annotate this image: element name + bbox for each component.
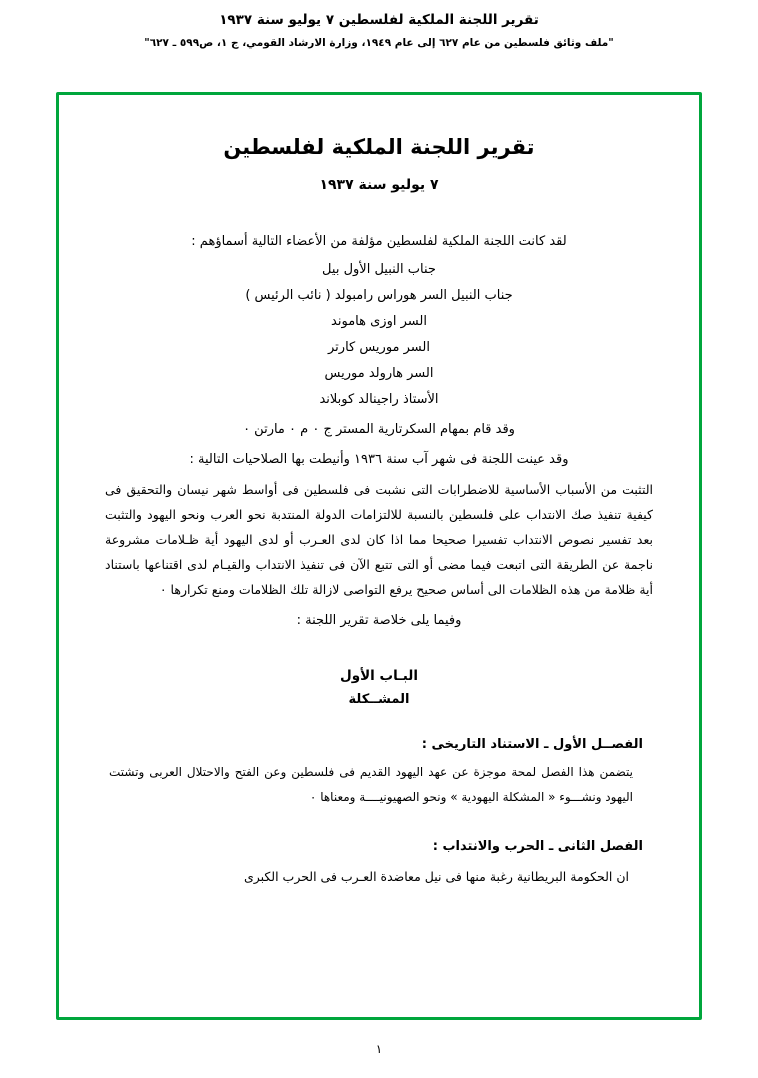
content-frame xyxy=(56,92,702,1020)
header-title: تقرير اللجنة الملكية لفلسطين ٧ يوليو سنة ١٩٣٧ xyxy=(219,12,539,28)
mandate-paragraph: التثبت من الأسباب الأساسية للاضطرابات التى نشبت فى فلسطين فى أواسط شهر نيسان والتحقيق فى كيفية تنفيذ صك الانتداب على فلسطين بالنسبة للالتزامات الدولة المنتدبة نحو العرب ونحو اليهود والتثبت بعد تفسير نصوص الانتداب تفسيرا صحيحا مما اذا كان لدى العـرب أو لدى اليهود أية ظـلامات مشروعة ناجمة عن الطريقة التى اتبعت فيما مضى أو التى تتبع الآن فى تنفيذ الانتداب والقيـام لدى اقتناعها باستناد أية ظلامة من هذه الظلامات الى أساس صحيح يرفع التواصى لازالة تلك الظلامات ومنع تكرارها ٠ xyxy=(105,482,653,597)
list-item: جناب النبيل السر هوراس رامبولد ( نائب الرئيس ) xyxy=(245,288,513,303)
list-item: جناب النبيل الأول بيل xyxy=(322,262,436,277)
appointment-note: وقد عينت اللجنة فى شهر آب سنة ١٩٣٦ وأنيطت بها الصلاحيات التالية : xyxy=(189,452,569,467)
list-item: السر اوزى هاموند xyxy=(331,314,427,329)
secretary-note: وقد قام بمهام السكرتارية المستر ج ٠ م ٠ مارتن ٠ xyxy=(243,422,515,437)
list-item: الأستاذ راجينالد كوبلاند xyxy=(319,392,439,407)
list-item: السر موريس كارتر xyxy=(328,340,430,355)
intro-paragraph: لقد كانت اللجنة الملكية لفلسطين مؤلفة من الأعضاء التالية أسماؤهم : xyxy=(191,234,567,249)
chapter-one-heading: الفصــل الأول ـ الاستناد التاريخى : xyxy=(421,737,643,752)
chapter-one-body: يتضمن هذا الفصل لمحة موجزة عن عهد اليهود القديم فى فلسطين وعن الفتح والاحتلال العربى وتشتت اليهود ونشـــوء « المشكلة اليهودية » ونحو الصهيونيــــة ومعناها ٠ xyxy=(109,765,633,804)
committee-member-list xyxy=(105,257,653,413)
header-source-citation: "ملف وثائق فلسطين من عام ٦٢٧ إلى عام ١٩٤٩، وزارة الارشاد القومي، ج ١، ص٥٩٩ ـ ٦٢٧" xyxy=(144,37,614,49)
page-header xyxy=(0,0,758,49)
part-subheading: المشــكلة xyxy=(348,692,410,707)
part-heading: البـاب الأول xyxy=(340,668,418,684)
summary-line: وفيما يلى خلاصة تقرير اللجنة : xyxy=(296,613,462,628)
content-frame-inner xyxy=(59,95,699,1017)
chapter-two-heading: الفصل الثانى ـ الحرب والانتداب : xyxy=(432,839,643,855)
chapter-two-body: ان الحكومة البريطانية رغبة منها فى نيل معاضدة العـرب فى الحرب الكبرى xyxy=(243,869,629,885)
page-number: ١ xyxy=(375,1042,383,1056)
list-item: السر هارولد موريس xyxy=(324,366,434,381)
document-date-subtitle: ٧ يوليو سنة ١٩٣٧ xyxy=(319,177,439,193)
document-title: تقرير اللجنة الملكية لفلسطين xyxy=(223,135,535,159)
